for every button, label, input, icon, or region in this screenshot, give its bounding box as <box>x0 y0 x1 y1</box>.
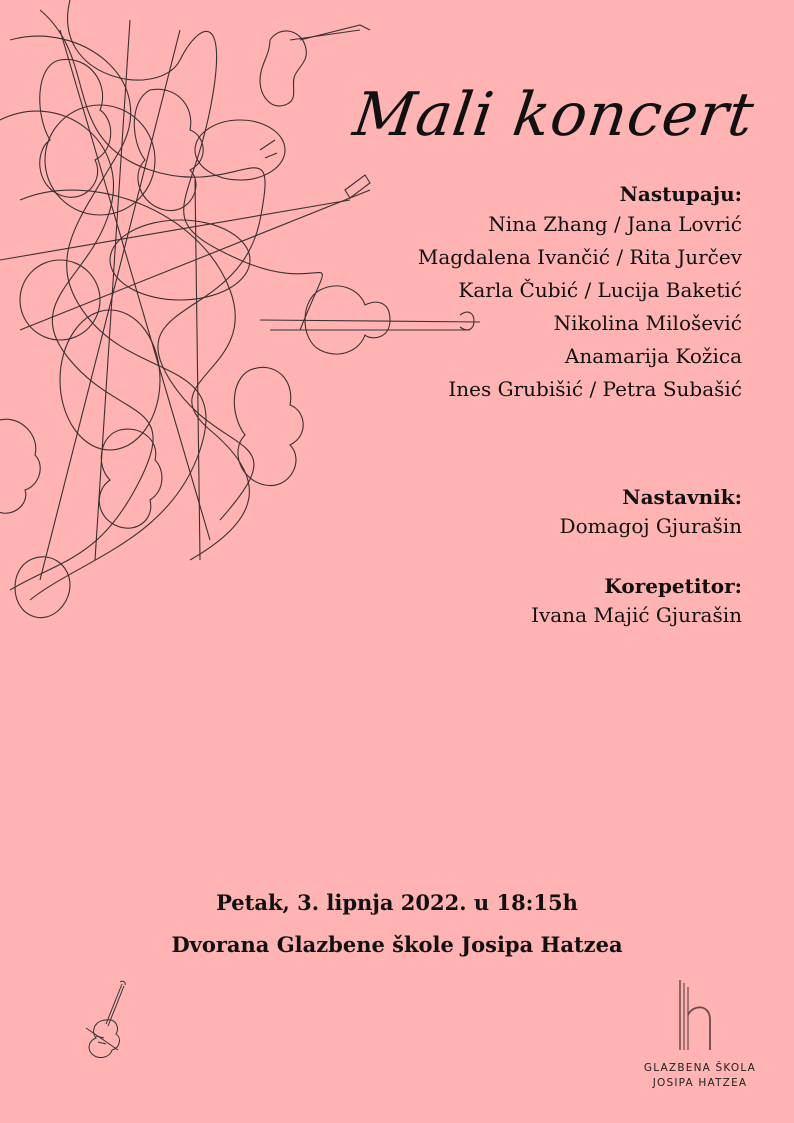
teacher-heading: Nastavnik: <box>622 485 742 509</box>
violin-icon <box>78 980 138 1060</box>
event-venue: Dvorana Glazbene škole Josipa Hatzea <box>171 932 623 957</box>
performer-name: Magdalena Ivančić / Rita Jurčev <box>417 245 742 269</box>
performers-list <box>418 208 742 406</box>
accompanist-heading: Korepetitor: <box>604 574 742 598</box>
accompanist-name: Ivana Majić Gjurašin <box>531 603 742 627</box>
performer-name: Nikolina Milošević <box>553 311 742 335</box>
logo-line-1: GLAZBENA ŠKOLA <box>643 1062 757 1074</box>
performers-heading: Nastupaju: <box>619 182 742 206</box>
school-logo <box>630 975 770 1091</box>
teacher-name: Domagoj Gjurašin <box>559 514 742 538</box>
performer-name: Karla Čubić / Lucija Baketić <box>458 278 742 302</box>
logo-line-2: JOSIPA HATZEA <box>652 1077 748 1089</box>
accompanist-section <box>531 572 742 630</box>
performer-name: Anamarija Kožica <box>564 344 742 368</box>
concert-title: Mali koncert <box>349 80 759 150</box>
event-date: Petak, 3. lipnja 2022. u 18:15h <box>216 890 578 915</box>
teacher-section <box>560 483 742 541</box>
performer-name: Ines Grubišić / Petra Subašić <box>448 377 742 401</box>
logo-h-icon <box>670 975 730 1055</box>
performers-section <box>418 180 742 406</box>
performer-name: Nina Zhang / Jana Lovrić <box>488 212 742 236</box>
